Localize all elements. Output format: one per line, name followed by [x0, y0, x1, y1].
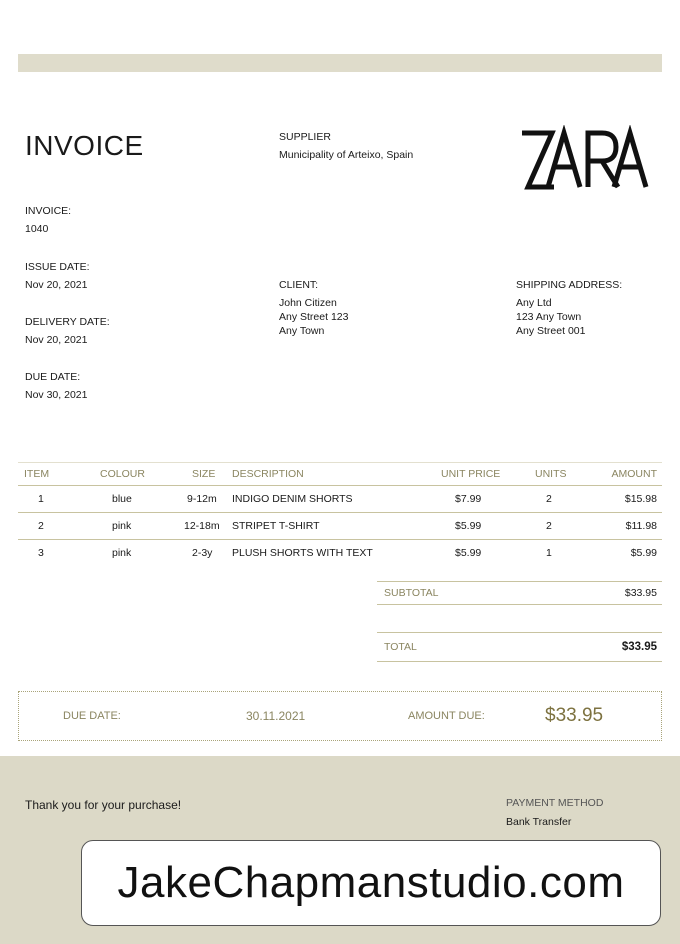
client-line: Any Street 123	[279, 311, 349, 323]
cell-description: INDIGO DENIM SHORTS	[232, 493, 353, 505]
supplier-value: Municipality of Arteixo, Spain	[279, 149, 414, 161]
due-box-date-value: 30.11.2021	[246, 709, 306, 723]
issue-date-value: Nov 20, 2021	[25, 279, 88, 291]
table-row	[18, 513, 662, 540]
due-date-label: DUE DATE:	[25, 371, 81, 383]
cell-size: 9-12m	[187, 493, 217, 505]
cell-amount: $11.98	[625, 520, 657, 532]
supplier-label: SUPPLIER	[279, 131, 331, 143]
due-date-block	[25, 371, 87, 402]
total-label: TOTAL	[384, 641, 417, 653]
total-row	[377, 632, 662, 662]
header-amount: AMOUNT	[611, 468, 657, 480]
cell-size: 2-3y	[192, 547, 213, 559]
amount-due-value: $33.95	[545, 705, 604, 726]
shipping-line: Any Ltd	[516, 297, 552, 309]
supplier-block	[279, 131, 413, 162]
delivery-date-label: DELIVERY DATE:	[25, 316, 110, 328]
client-line: John Citizen	[279, 297, 337, 309]
table-header	[18, 462, 662, 486]
total-value: $33.95	[621, 641, 657, 653]
shipping-line: Any Street 001	[516, 325, 586, 337]
table-row	[18, 540, 662, 566]
header-size: SIZE	[192, 468, 216, 480]
cell-description: PLUSH SHORTS WITH TEXT	[232, 547, 373, 559]
cell-size: 12-18m	[184, 520, 220, 532]
header-colour: COLOUR	[100, 468, 145, 480]
cell-unit-price: $7.99	[455, 493, 482, 505]
cell-units: 2	[546, 493, 552, 505]
cell-amount: $15.98	[624, 493, 657, 505]
subtotal-row	[377, 581, 662, 605]
header-unit-price: UNIT PRICE	[441, 468, 501, 480]
client-line: Any Town	[279, 325, 325, 337]
thank-you-text: Thank you for your purchase!	[25, 798, 182, 812]
amount-due-box	[18, 691, 662, 741]
table-row	[18, 486, 662, 513]
cell-colour: pink	[112, 547, 132, 559]
cell-colour: pink	[112, 520, 132, 532]
invoice-number-block	[25, 205, 71, 236]
top-band	[18, 54, 662, 72]
client-label: CLIENT:	[279, 279, 319, 291]
zara-logo	[518, 125, 650, 195]
watermark-text: JakeChapmanstudio.com	[117, 858, 625, 907]
items-table	[18, 462, 662, 566]
shipping-line: 123 Any Town	[516, 311, 582, 323]
cell-unit-price: $5.99	[455, 520, 482, 532]
subtotal-label: SUBTOTAL	[384, 587, 439, 599]
zara-logo-mark	[518, 125, 650, 195]
invoice-number-label: INVOICE:	[25, 205, 72, 217]
client-block	[279, 279, 348, 338]
header-item: ITEM	[24, 468, 50, 480]
payment-method-value: Bank Transfer	[506, 816, 572, 828]
due-box-date-label: DUE DATE:	[63, 710, 121, 722]
due-date-value: Nov 30, 2021	[25, 389, 88, 401]
cell-item: 1	[38, 493, 44, 505]
cell-units: 1	[546, 547, 552, 559]
watermark-banner	[81, 840, 661, 926]
cell-item: 3	[38, 547, 44, 559]
cell-colour: blue	[112, 493, 132, 505]
shipping-block	[516, 279, 622, 338]
shipping-label: SHIPPING ADDRESS:	[516, 279, 623, 291]
subtotal-value: $33.95	[624, 587, 657, 599]
header-units: UNITS	[535, 468, 567, 480]
invoice-number-value: 1040	[25, 223, 49, 235]
header-description: DESCRIPTION	[232, 468, 304, 480]
delivery-date-value: Nov 20, 2021	[25, 334, 88, 346]
delivery-date-block	[25, 316, 110, 347]
amount-due-label: AMOUNT DUE:	[408, 710, 485, 722]
invoice-title: INVOICE	[25, 130, 144, 161]
cell-item: 2	[38, 520, 44, 532]
cell-unit-price: $5.99	[455, 547, 482, 559]
cell-units: 2	[546, 520, 552, 532]
cell-amount: $5.99	[630, 547, 657, 559]
issue-date-label: ISSUE DATE:	[25, 261, 90, 273]
payment-method-label: PAYMENT METHOD	[506, 797, 604, 809]
issue-date-block	[25, 261, 90, 292]
cell-description: STRIPET T-SHIRT	[232, 520, 320, 532]
